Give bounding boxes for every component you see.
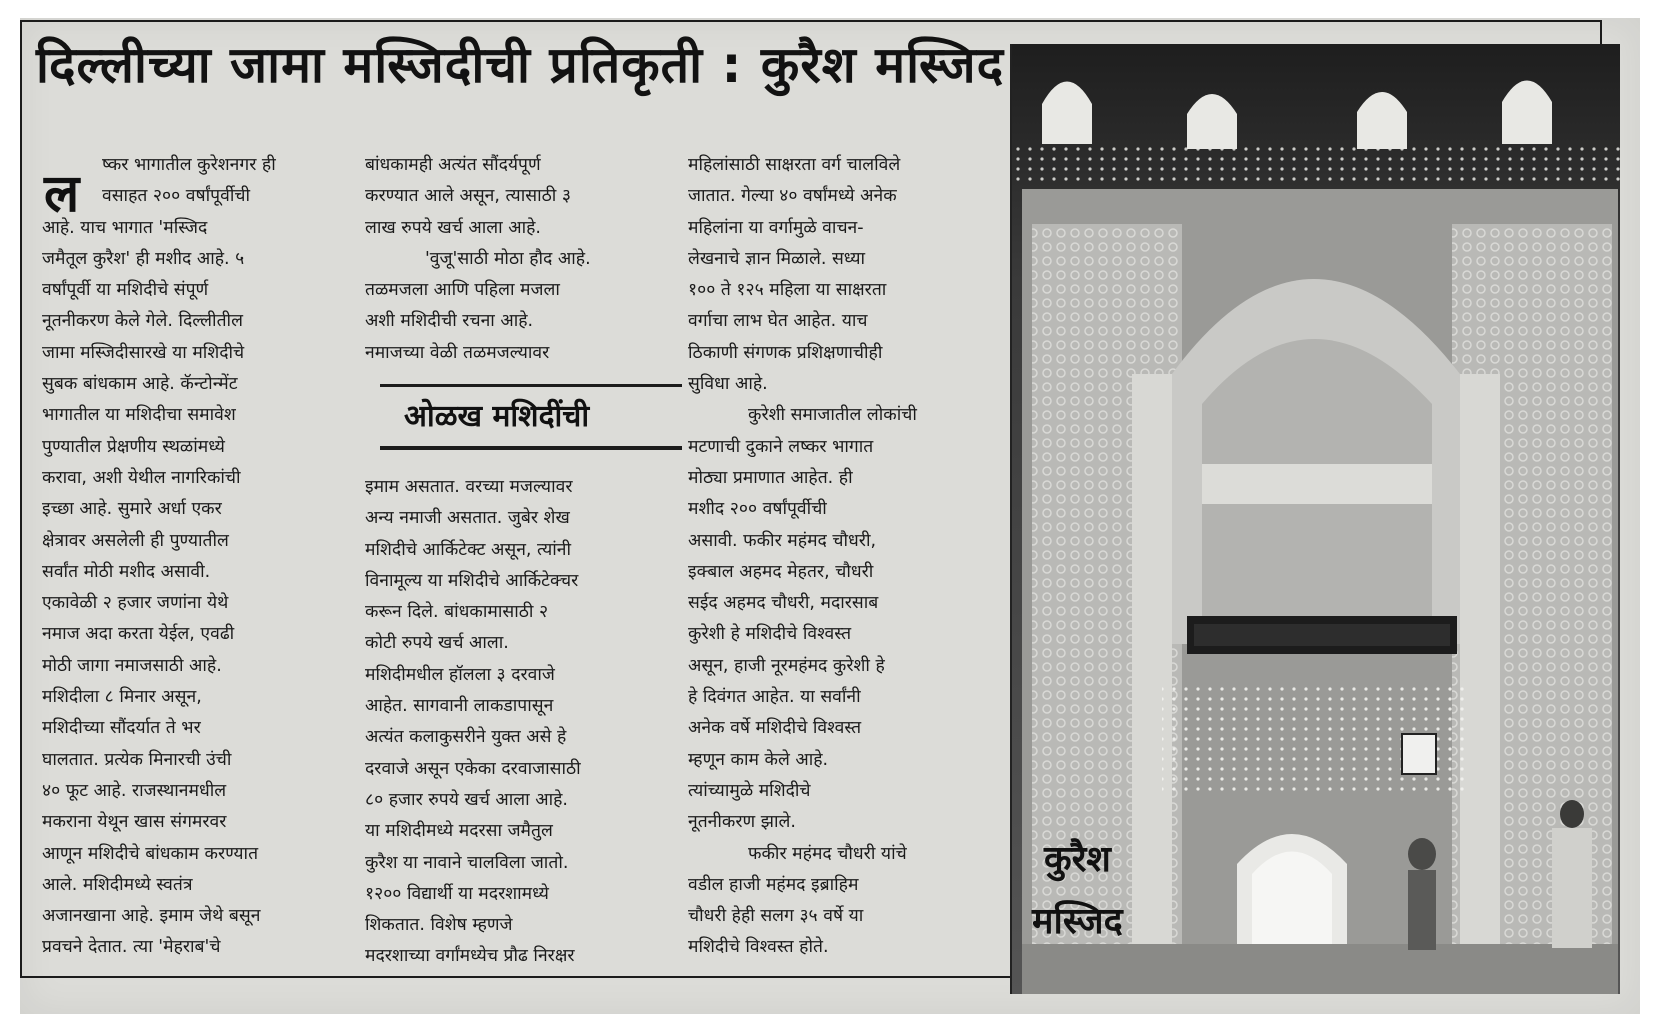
article-line: मदरशाच्या वर्गांमध्येच प्रौढ निरक्षर <box>365 946 575 967</box>
article-line: नमाजच्या वेळी तळमजल्यावर <box>365 342 550 363</box>
article-line: 'वुजू'साठी मोठा हौद आहे. <box>425 248 591 269</box>
article-line: असून, हाजी नूरमहंमद कुरेशी हे <box>688 655 885 676</box>
article-line: नमाज अदा करता येईल, एवढी <box>42 624 235 645</box>
article-line: कुरेशी हे मशिदीचे विश्वस्त <box>688 624 852 645</box>
article-line: लाख रुपये खर्च आला आहे. <box>365 217 541 238</box>
article-line: घालतात. प्रत्येक मिनारची उंची <box>42 749 232 770</box>
article-line: आहे. याच भागात 'मस्जिद <box>42 217 208 238</box>
article-headline: दिल्लीच्या जामा मस्जिदीची प्रतिकृती : कुरैश मस्जिद <box>36 36 1005 94</box>
article-line: कुरैश या नावाने चालविला जातो. <box>365 852 569 873</box>
article-line: विनामूल्य या मशिदीचे आर्किटेक्चर <box>365 570 579 591</box>
article-line: शिकतात. विशेष म्हणजे <box>365 915 513 936</box>
article-line: त्यांच्यामुळे मशिदीचे <box>688 780 811 801</box>
article-line: महिलांना या वर्गामुळे वाचन- <box>688 217 864 238</box>
article-line: हे दिवंगत आहेत. या सर्वांनी <box>688 687 861 708</box>
article-line: ठिकाणी संगणक प्रशिक्षणाचीही <box>688 342 883 363</box>
article-line: म्हणून काम केले आहे. <box>688 749 829 770</box>
article-line: सुबक बांधकाम आहे. कॅन्टोन्मेंट <box>42 374 238 395</box>
article-line: करून दिले. बांधकामासाठी २ <box>365 602 549 623</box>
article-line: या मशिदीमध्ये मदरसा जमैतुल <box>365 821 553 842</box>
article-line: सुविधा आहे. <box>688 374 768 395</box>
article-line: चौधरी हेही सलग ३५ वर्षे या <box>688 906 864 927</box>
article-column-1 <box>42 150 342 964</box>
article-line: मोठ्या प्रमाणात आहेत. ही <box>688 467 853 488</box>
article-line: मशिदीमधील हॉलला ३ दरवाजे <box>365 664 555 685</box>
article-line: नूतनीकरण केले गेले. दिल्लीतील <box>42 311 243 332</box>
caption-line-2: मस्जिद <box>1032 901 1123 942</box>
article-line: मशिदीला ८ मिनार असून, <box>42 687 202 708</box>
caption-line-1: कुरैश <box>1044 839 1111 880</box>
article-line: फकीर महंमद चौधरी यांचे <box>748 843 907 864</box>
article-line: मशीद २०० वर्षांपूर्वीची <box>688 499 827 520</box>
article-line: नूतनीकरण झाले. <box>688 812 796 833</box>
article-line: वर्षांपूर्वी या मशिदीचे संपूर्ण <box>42 280 209 301</box>
article-line: ८० हजार रुपये खर्च आला आहे. <box>365 789 568 810</box>
article-line: करण्यात आले असून, त्यासाठी ३ <box>365 186 571 207</box>
article-line: मशिदीचे विश्वस्त होते. <box>688 937 829 958</box>
article-line: महिलांसाठी साक्षरता वर्ग चालविले <box>688 155 901 175</box>
article-line: अशी मशिदीची रचना आहे. <box>365 311 534 332</box>
article-column-3 <box>688 150 993 964</box>
article-line: वडील हाजी महंमद इब्राहिम <box>688 874 859 895</box>
article-line: ष्कर भागातील कुरेशनगर ही <box>102 155 276 175</box>
article-line: सईद अहमद चौधरी, मदारसाब <box>688 593 879 614</box>
article-line: भागातील या मशिदीचा समावेश <box>42 405 236 426</box>
article-column-2 <box>365 150 670 369</box>
article-line: आणून मशिदीचे बांधकाम करण्यात <box>42 843 259 864</box>
article-line: लेखनाचे ज्ञान मिळाले. सध्या <box>688 248 866 269</box>
drop-cap: ल <box>44 164 80 224</box>
article-line: बांधकामही अत्यंत सौंदर्यपूर्ण <box>365 155 541 175</box>
article-line: इमाम असतात. वरच्या मजल्यावर <box>365 477 573 497</box>
subheading-rule-top <box>380 384 682 387</box>
article-line: अजानखाना आहे. इमाम जेथे बसून <box>42 906 261 927</box>
article-line: तळमजला आणि पहिला मजला <box>365 280 560 301</box>
article-line: जामा मस्जिदीसारखे या मशिदीचे <box>42 342 245 363</box>
article-line: आले. मशिदीमध्ये स्वतंत्र <box>42 874 193 895</box>
subheading: ओळख मशिदींची <box>404 399 590 434</box>
article-line: करावा, अशी येथील नागरिकांची <box>42 467 241 488</box>
article-line: मटणाची दुकाने लष्कर भागात <box>688 436 874 457</box>
article-line: जातात. गेल्या ४० वर्षांमध्ये अनेक <box>688 186 897 207</box>
article-line: कोटी रुपये खर्च आला. <box>365 633 509 654</box>
article-line: पुण्यातील प्रेक्षणीय स्थळांमध्ये <box>42 436 225 457</box>
article-line: जमैतूल कुरैश' ही मशीद आहे. ५ <box>42 248 245 269</box>
article-line: असावी. फकीर महंमद चौधरी, <box>688 530 877 551</box>
article-line: ४० फूट आहे. राजस्थानमधील <box>42 780 227 801</box>
article-line: वर्गाचा लाभ घेत आहेत. याच <box>688 311 868 332</box>
article-line: इच्छा आहे. सुमारे अर्धा एकर <box>42 499 222 520</box>
article-line: दरवाजे असून एकेका दरवाजासाठी <box>365 758 581 779</box>
subheading-rule-bottom <box>380 446 682 450</box>
article-line: वसाहत २०० वर्षांपूर्वीची <box>102 186 251 207</box>
article-line: सर्वांत मोठी मशीद असावी. <box>42 561 211 582</box>
article-line: इक्बाल अहमद मेहतर, चौधरी <box>688 561 874 582</box>
article-line: मकराना येथून खास संगमरवर <box>42 812 227 833</box>
article-line: १०० ते १२५ महिला या साक्षरता <box>688 280 887 301</box>
article-line: कुरेशी समाजातील लोकांची <box>748 405 917 426</box>
article-column-2-continued <box>365 472 670 973</box>
article-line: क्षेत्रावर असलेली ही पुण्यातील <box>42 530 229 551</box>
article-line: अन्य नमाजी असतात. जुबेर शेख <box>365 508 570 529</box>
article-line: मोठी जागा नमाजसाठी आहे. <box>42 655 222 676</box>
article-line: एकावेळी २ हजार जणांना येथे <box>42 593 229 614</box>
article-line: आहेत. सागवानी लाकडापासून <box>365 696 554 717</box>
article-line: प्रवचने देतात. त्या 'मेहराब'चे <box>42 937 221 958</box>
article-line: अत्यंत कलाकुसरीने युक्त असे हे <box>365 727 567 748</box>
article-line: १२०० विद्यार्थी या मदरशामध्ये <box>365 883 549 904</box>
article-line: मशिदीच्या सौंदर्यात ते भर <box>42 718 201 739</box>
article-line: मशिदीचे आर्किटेक्ट असून, त्यांनी <box>365 539 572 560</box>
article-line: अनेक वर्षे मशिदीचे विश्वस्त <box>688 718 862 739</box>
